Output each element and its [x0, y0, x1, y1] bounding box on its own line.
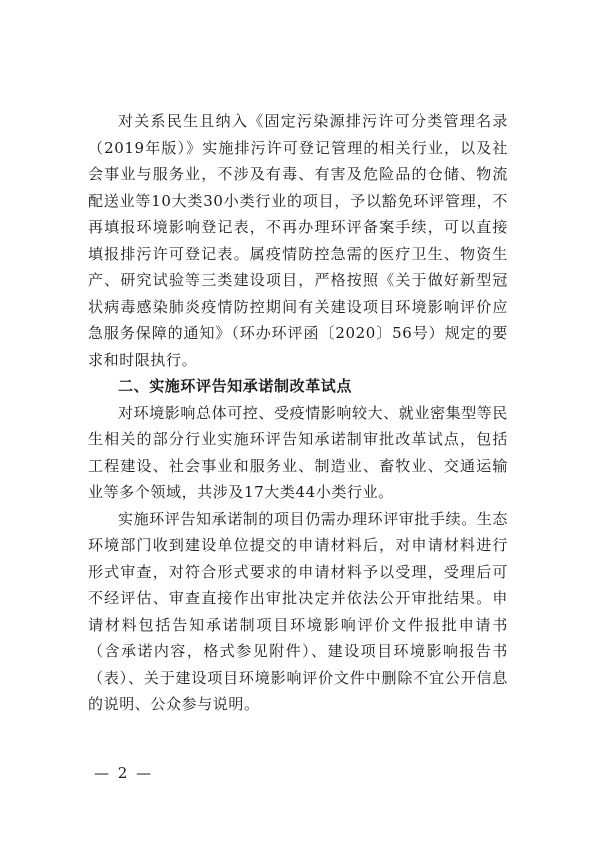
paragraph-exemption: 对关系民生且纳入《固定污染源排污许可分类管理名录（2019年版）》实施排污许可登记管理的相关行业，以及社会事业与服务业，不涉及有毒、有害及危险品的仓储、物流配送业等10大类30小类行业的项目，予以豁免环评管理，不再填报环境影响登记表，不再办理环评备案手续，可以直接填报排污许可登记表。属疫情防控急需的医疗卫生、物资生产、研究试验等三类建设项目，严格按照《关于做好新型冠状病毒感染肺炎疫情防控期间有关建设项目环境影响评价应急服务保障的通知》（环办环评函〔2020〕56号）规定的要求和时限执行。: [88, 112, 508, 369]
document-body: [88, 108, 508, 718]
page-number: — 2 —: [94, 764, 154, 782]
section-heading-pilot: 二、实施环评告知承诺制改革试点: [118, 377, 353, 395]
paragraph-pilot-scope: 对环境影响总体可控、受疫情影响较大、就业密集型等民生相关的部分行业实施环评告知承诺制审批改革试点，包括工程建设、社会事业和服务业、制造业、畜牧业、交通运输业等多个领域，共涉及17大类44小类行业。: [88, 403, 509, 501]
paragraph-approval-procedure: 实施环评告知承诺制的项目仍需办理环评审批手续。生态环境部门收到建设单位提交的申请材料后，对申请材料进行形式审查，对符合形式要求的申请材料予以受理，受理后可不经评估、审查直接作出审批决定并依法公开审批结果。申请材料包括告知承诺制项目环境影响评价文件报批申请书（含承诺内容，格式参见附件）、建设项目环境影响报告书（表）、关于建设项目环境影响评价文件中删除不宜公开信息的说明、公众参与说明。: [88, 509, 509, 713]
